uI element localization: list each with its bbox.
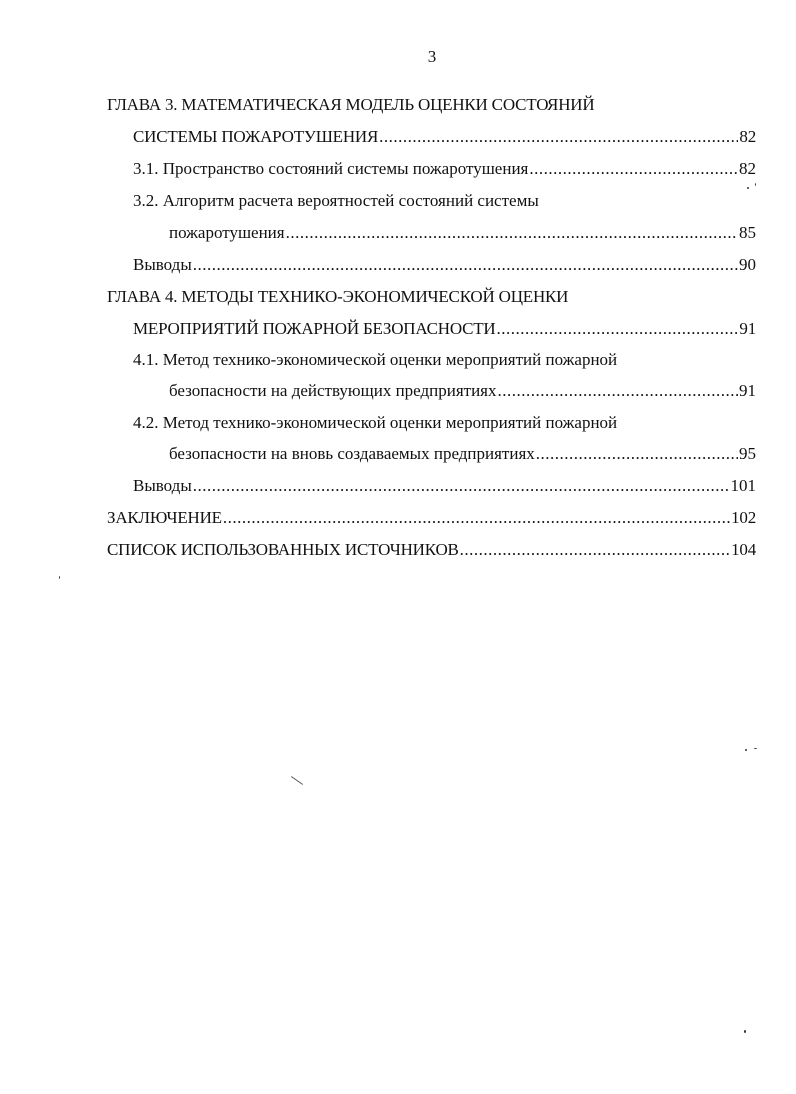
toc-page-number: 82 bbox=[739, 127, 756, 146]
scan-stroke bbox=[291, 776, 303, 785]
toc-section-3-2-line1: 3.2. Алгоритм расчета вероятностей состояний системы bbox=[133, 191, 539, 210]
scan-speck bbox=[745, 749, 747, 751]
dot-leader bbox=[379, 124, 738, 150]
toc-section-4-2-line2: безопасности на вновь создаваемых предприятиях ..... 95 bbox=[169, 441, 756, 467]
toc-section-4-1-line2: безопасности на действующих предприятиях ..... 91 bbox=[169, 378, 756, 404]
toc-page-number: 85 bbox=[739, 223, 756, 242]
toc-chapter-4-title-line1: ГЛАВА 4. МЕТОДЫ ТЕХНИКО-ЭКОНОМИЧЕСКОЙ ОЦЕНКИ bbox=[107, 287, 569, 306]
toc-chapter-3-title-line2: СИСТЕМЫ ПОЖАРОТУШЕНИЯ ..... 82 bbox=[133, 124, 756, 150]
toc-page-number: 82 bbox=[739, 159, 756, 178]
dot-leader bbox=[223, 505, 730, 531]
toc-section-4-1-line1: 4.1. Метод технико-экономической оценки мероприятий пожарной bbox=[133, 350, 618, 369]
toc-section-3-2-line2: пожаротушения ..... 85 bbox=[169, 220, 756, 246]
scan-speck bbox=[754, 748, 757, 749]
toc-section-4-2-line1: 4.2. Метод технико-экономической оценки мероприятий пожарной bbox=[133, 413, 618, 432]
toc-chapter-3-title-line1: ГЛАВА 3. МАТЕМАТИЧЕСКАЯ МОДЕЛЬ ОЦЕНКИ СОСТОЯНИЙ bbox=[107, 95, 595, 114]
toc-page-number: 91 bbox=[739, 381, 756, 400]
scan-speck bbox=[59, 576, 60, 579]
scan-speck bbox=[755, 183, 756, 186]
toc-conclusion: ЗАКЛЮЧЕНИЕ ..... 102 bbox=[107, 505, 756, 531]
page-number: 3 bbox=[427, 47, 437, 66]
toc-page-number: 101 bbox=[730, 476, 756, 495]
toc-page-number: 95 bbox=[739, 444, 756, 463]
toc-section-3-1: 3.1. Пространство состояний системы пожаротушения ..... 82 bbox=[133, 156, 756, 182]
dot-leader bbox=[529, 156, 738, 182]
toc-conclusions-chapter-4: Выводы ..... 101 bbox=[133, 473, 756, 499]
toc-chapter-4-title-line2: МЕРОПРИЯТИЙ ПОЖАРНОЙ БЕЗОПАСНОСТИ ..... 91 bbox=[133, 316, 756, 342]
dot-leader bbox=[460, 537, 730, 563]
dot-leader bbox=[193, 252, 738, 278]
scan-speck bbox=[744, 1030, 746, 1033]
dot-leader bbox=[498, 378, 739, 404]
dot-leader bbox=[536, 441, 738, 467]
toc-references: СПИСОК ИСПОЛЬЗОВАННЫХ ИСТОЧНИКОВ ..... 104 bbox=[107, 537, 756, 563]
dot-leader bbox=[193, 473, 730, 499]
dot-leader bbox=[497, 316, 739, 342]
toc-page-number: 90 bbox=[739, 255, 756, 274]
toc-page-number: 104 bbox=[731, 540, 756, 559]
dot-leader bbox=[286, 220, 738, 246]
scan-speck bbox=[747, 187, 749, 189]
toc-conclusions-chapter-3: Выводы ..... 90 bbox=[133, 252, 756, 278]
toc-page-number: 91 bbox=[739, 319, 756, 338]
toc-page-number: 102 bbox=[731, 508, 756, 527]
